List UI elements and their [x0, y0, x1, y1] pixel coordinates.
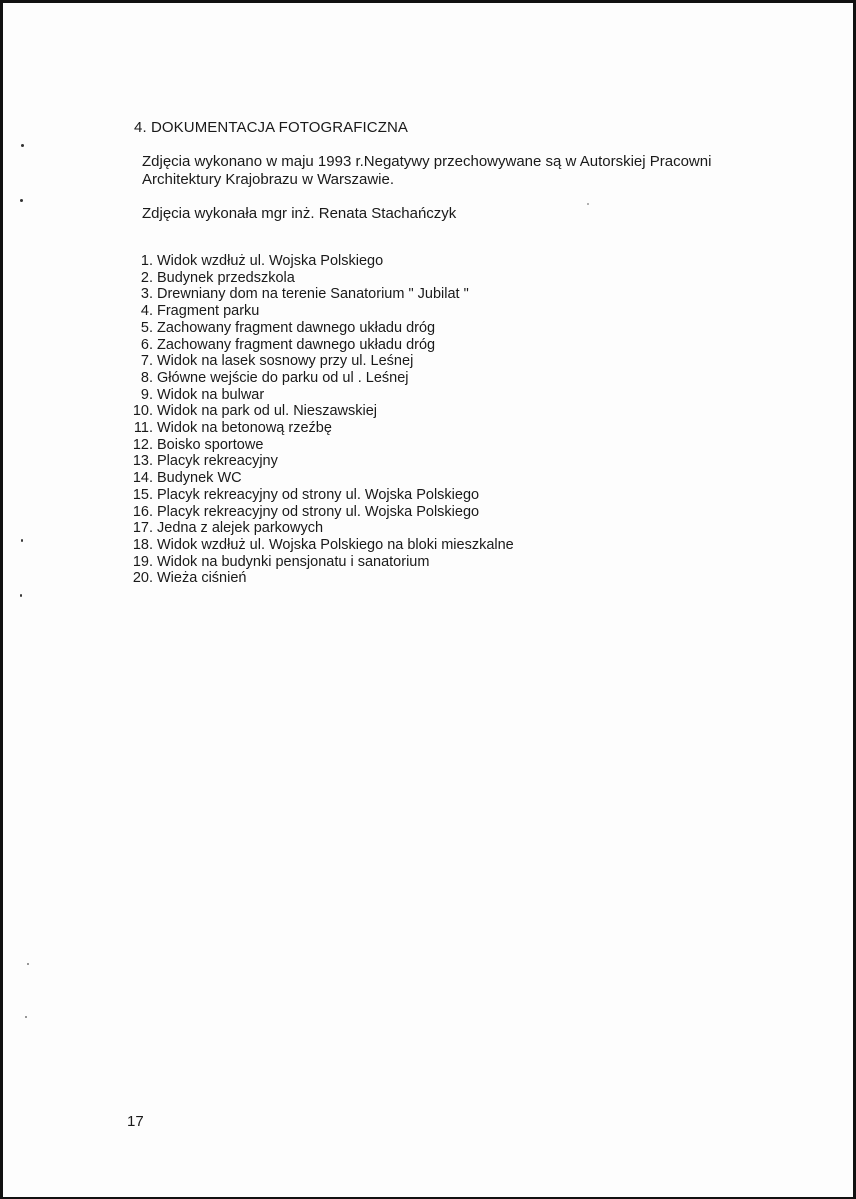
list-item-number: 2. [140, 269, 153, 286]
list-item-text: Widok na bulwar [157, 386, 265, 403]
list-item [125, 420, 514, 437]
scan-speck [20, 594, 22, 597]
list-item-number: 1. [140, 253, 153, 269]
scan-speck [587, 203, 589, 205]
list-item [125, 270, 514, 287]
list-item-text: Widok na betonową rzeźbę [157, 420, 332, 437]
list-item-number: 16. [132, 503, 153, 520]
list-item [125, 520, 514, 537]
list-item [125, 303, 514, 320]
scan-speck [21, 144, 24, 147]
list-item-text: Wieża ciśnień [157, 570, 247, 587]
list-item-text: Placyk rekreacyjny od strony ul. Wojska Polskiego [157, 486, 480, 503]
author-line: Zdjęcia wykonała mgr inż. Renata Stachańczyk [142, 205, 457, 222]
list-item-number: 18. [132, 536, 153, 553]
list-item-number: 14. [132, 470, 153, 487]
photo-list [125, 253, 514, 587]
list-item-number: 17. [132, 520, 153, 537]
list-item-number: 15. [132, 486, 153, 503]
list-item-text: Jedna z alejek parkowych [157, 520, 324, 537]
list-item-text: Placyk rekreacyjny [157, 453, 278, 470]
scan-speck [21, 539, 23, 542]
list-item [125, 437, 514, 454]
list-item [125, 453, 514, 470]
scan-speck [27, 963, 29, 965]
list-item-number: 6. [140, 336, 153, 353]
list-item [125, 554, 514, 571]
list-item-text: Główne wejście do parku od ul . Leśnej [157, 369, 409, 386]
list-item-number: 20. [132, 570, 153, 587]
list-item [125, 370, 514, 387]
list-item [125, 504, 514, 521]
list-item-number: 7. [140, 353, 153, 370]
list-item-text: Budynek WC [157, 470, 242, 487]
list-item-number: 13. [132, 453, 153, 470]
list-item-text: Widok na budynki pensjonatu i sanatorium [157, 553, 430, 570]
list-item-text: Widok wzdłuż ul. Wojska Polskiego na bloki mieszkalne [157, 536, 514, 553]
section-heading: 4. DOKUMENTACJA FOTOGRAFICZNA [134, 119, 409, 136]
list-item-text: Zachowany fragment dawnego układu dróg [157, 319, 436, 336]
list-item [125, 353, 514, 370]
list-item [125, 470, 514, 487]
list-item-text: Drewniany dom na terenie Sanatorium " Jubilat " [157, 286, 469, 303]
list-item [125, 337, 514, 354]
list-item [125, 286, 514, 303]
list-item-text: Zachowany fragment dawnego układu dróg [157, 336, 436, 353]
page-number: 17 [127, 1113, 144, 1130]
list-item [125, 320, 514, 337]
list-item [125, 253, 514, 270]
list-item-number: 9. [140, 386, 153, 403]
list-item [125, 403, 514, 420]
intro-paragraph [142, 153, 742, 189]
list-item-text: Budynek przedszkola [157, 269, 295, 286]
list-item [125, 570, 514, 587]
list-item-text: Fragment parku [157, 303, 260, 320]
list-item [125, 537, 514, 554]
list-item-number: 4. [140, 303, 153, 320]
list-item-text: Boisko sportowe [157, 436, 264, 453]
list-item-number: 11. [133, 420, 153, 437]
intro-paragraph-line: Zdjęcia wykonano w maju 1993 r.Negatywy przechowywane są w Autorskiej Pracowni [142, 153, 712, 170]
scan-speck [25, 1016, 27, 1018]
list-item [125, 487, 514, 504]
list-item-text: Widok wzdłuż ul. Wojska Polskiego [157, 253, 384, 269]
intro-paragraph-line: Architektury Krajobrazu w Warszawie. [142, 171, 395, 188]
list-item-text: Placyk rekreacyjny od strony ul. Wojska Polskiego [157, 503, 480, 520]
list-item-text: Widok na park od ul. Nieszawskiej [157, 403, 378, 420]
list-item-number: 8. [140, 369, 153, 386]
list-item [125, 387, 514, 404]
list-item-number: 12. [132, 436, 153, 453]
list-item-text: Widok na lasek sosnowy przy ul. Leśnej [157, 353, 414, 370]
list-item-number: 19. [132, 553, 153, 570]
list-item-number: 10. [132, 403, 153, 420]
list-item-number: 5. [140, 319, 153, 336]
scan-speck [20, 199, 23, 202]
list-item-number: 3. [140, 286, 153, 303]
